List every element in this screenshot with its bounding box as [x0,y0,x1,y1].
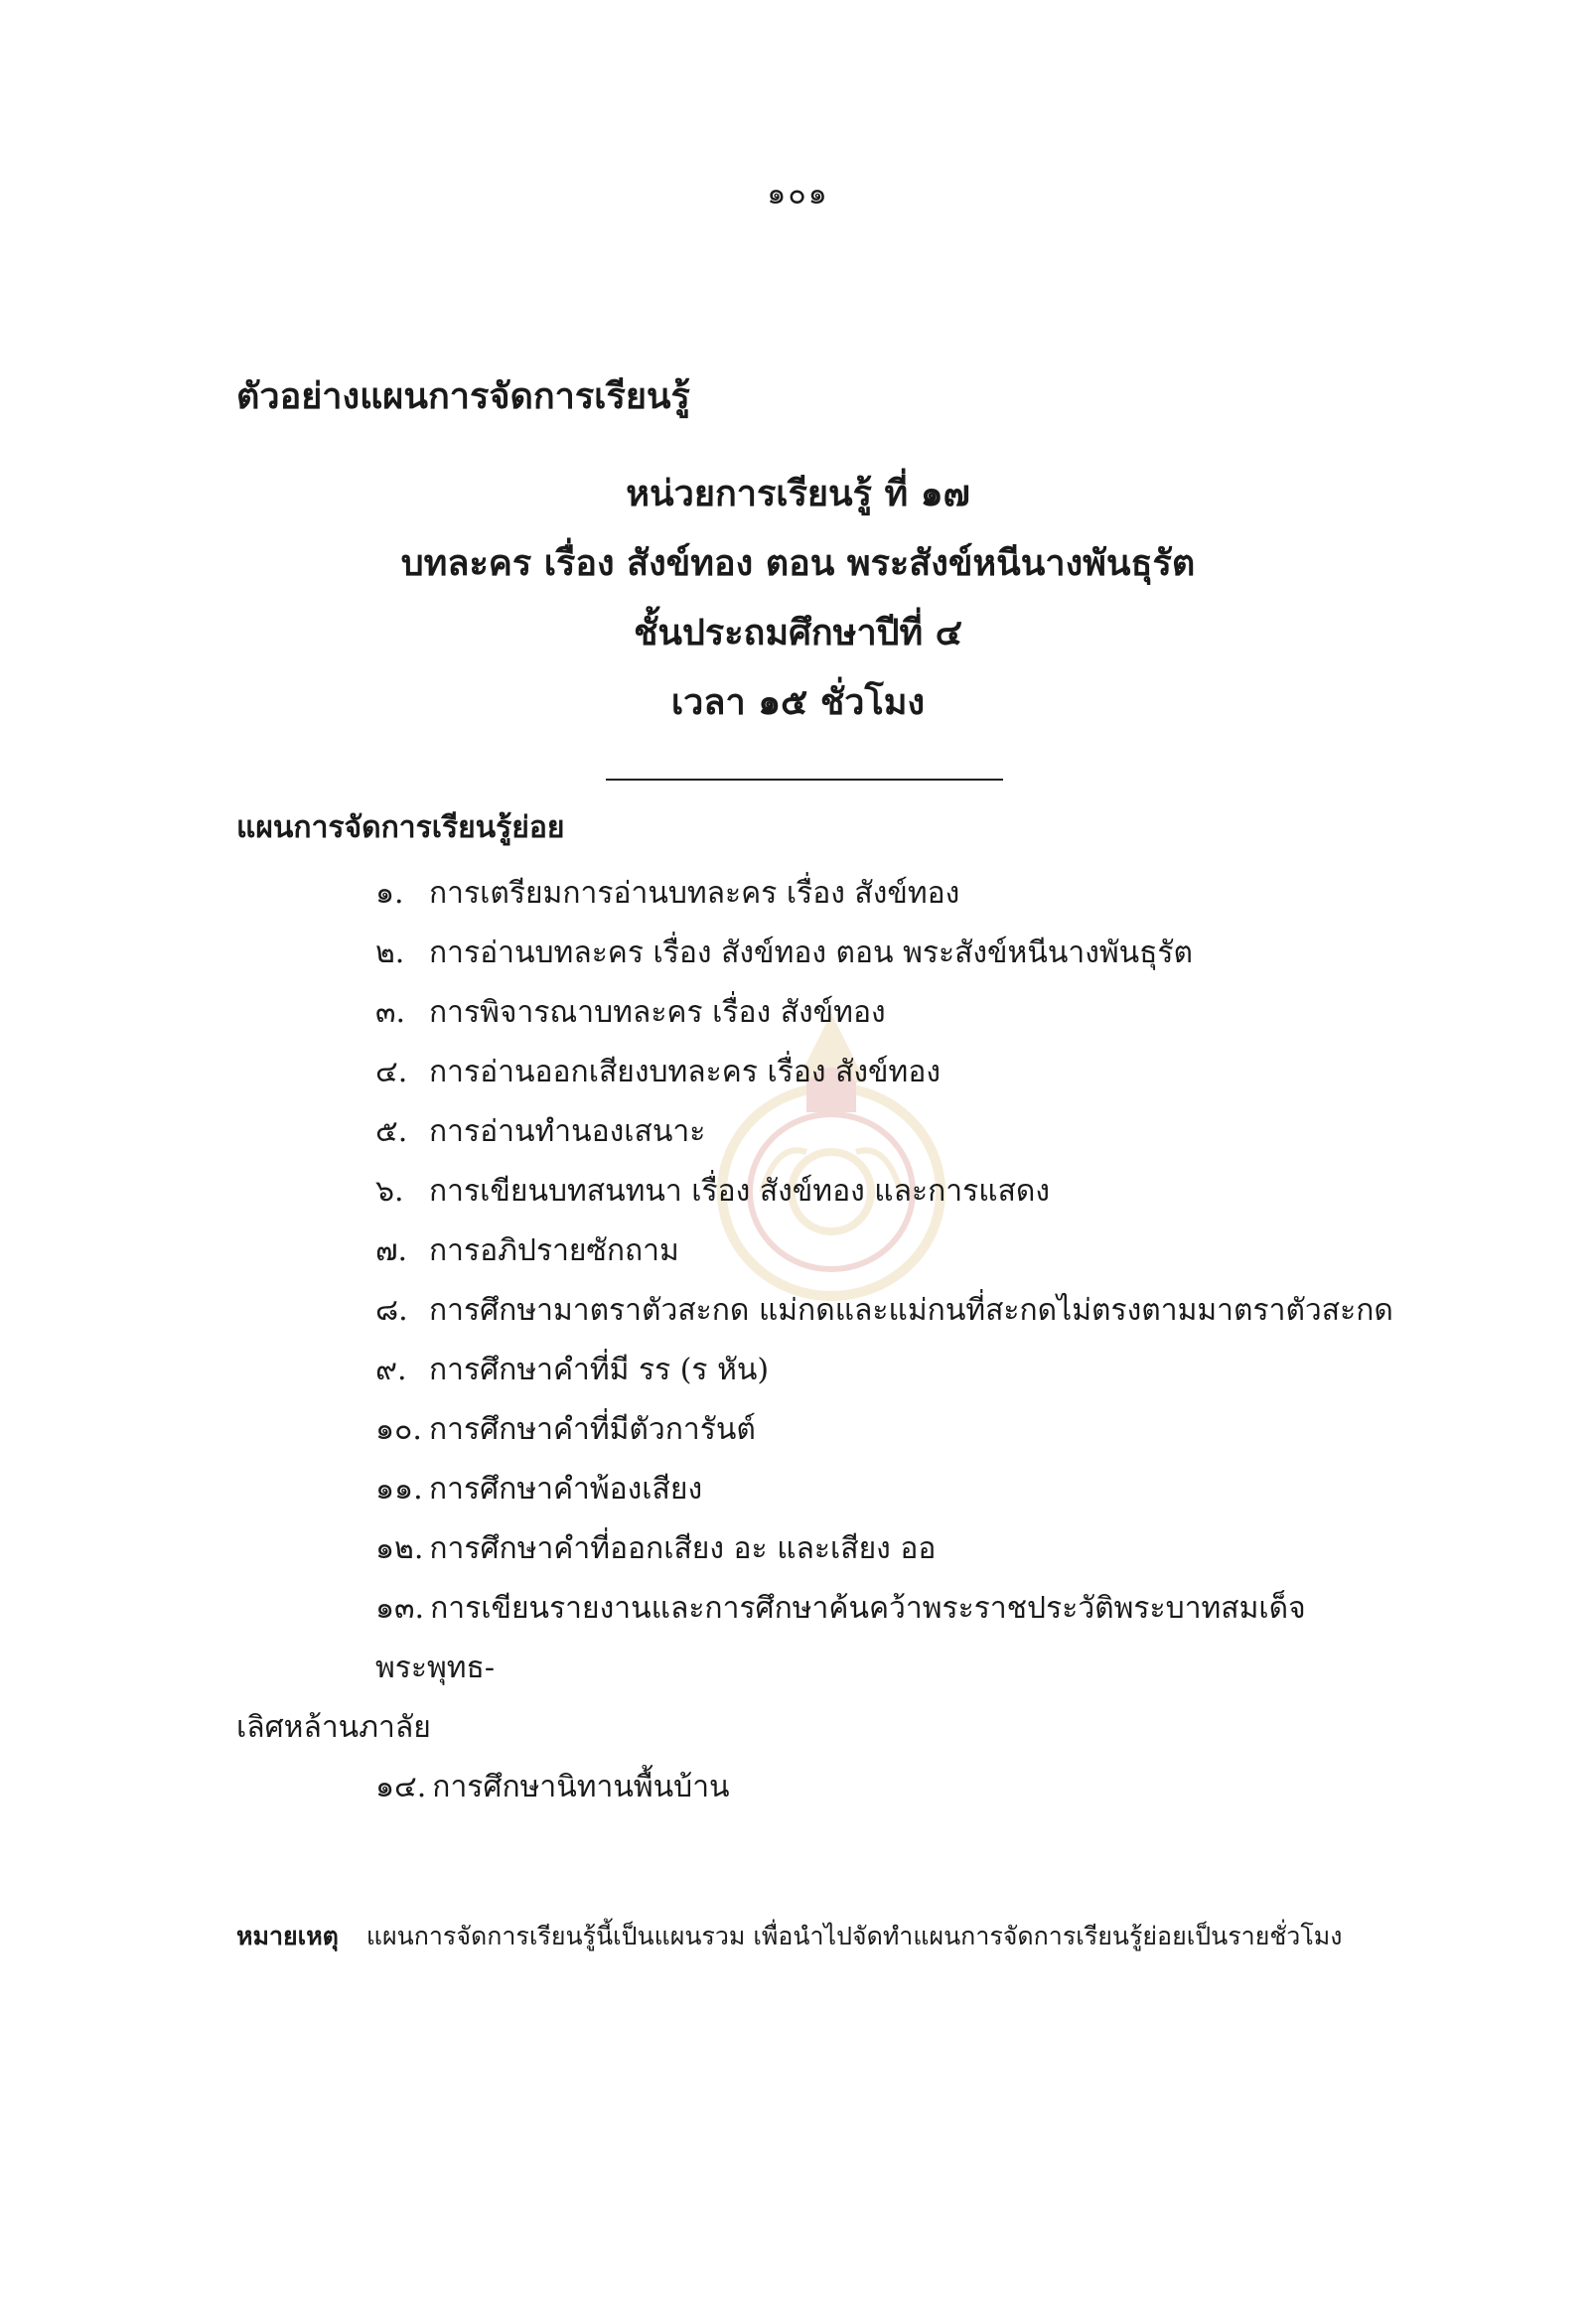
list-item [236,1460,1369,1519]
divider-line [606,779,1003,781]
list-item-number: ๗. [375,1233,408,1268]
list-item-number: ๑๓. [375,1591,425,1626]
list-item [236,1579,1369,1758]
list-item-text: การอ่านออกเสียงบทละคร เรื่อง สังข์ทอง [429,1055,941,1089]
list-item-text: การศึกษาคำที่ออกเสียง อะ และเสียง ออ [429,1531,937,1566]
list-item-text: การศึกษามาตราตัวสะกด แม่กดและแม่กนที่สะกดไม่ตรงตามมาตราตัวสะกด [429,1293,1393,1328]
list-item [236,1102,1369,1162]
sub-plans-heading: แผนการจัดการเรียนรู้ย่อย [236,810,565,845]
list-item-text: การศึกษาคำพ้องเสียง [429,1472,703,1507]
list-item [236,864,1369,924]
list-item-number: ๑. [375,876,404,911]
unit-number: หน่วยการเรียนรู้ ที่ ๑๗ [626,473,970,514]
list-item-text: การเตรียมการอ่านบทละคร เรื่อง สังข์ทอง [429,876,960,911]
list-item-text: การศึกษาคำที่มีตัวการันต์ [429,1412,756,1447]
list-item-number: ๑๒. [375,1531,424,1566]
sub-plan-list [236,864,1393,1817]
list-item-text: การอ่านบทละคร เรื่อง สังข์ทอง ตอน พระสังข์หนีนางพันธุรัต [429,936,1194,970]
unit-duration: เวลา ๑๕ ชั่วโมง [670,681,926,723]
list-item [236,1341,1369,1400]
unit-topic: บทละคร เรื่อง สังข์ทอง ตอน พระสังข์หนีนางพันธุรัต [400,542,1196,584]
list-item [236,1758,1369,1817]
list-item-text: การศึกษาคำที่มี รร (ร หัน) [429,1353,770,1387]
document-heading: ตัวอย่างแผนการจัดการเรียนรู้ [236,375,690,417]
list-item-text: การอ่านทำนองเสนาะ [429,1114,706,1149]
list-item-text: การอภิปรายซักถาม [429,1233,679,1268]
list-item [236,1400,1369,1460]
list-item-text: การศึกษานิทานพื้นบ้าน [432,1770,730,1804]
list-item [236,1043,1369,1102]
list-item-number: ๑๔. [375,1770,427,1804]
list-item-text: การเขียนรายงานและการศึกษาค้นคว้าพระราชประวัติพระบาทสมเด็จพระพุทธ- [375,1591,1306,1685]
footnote-label: หมายเหตุ [236,1922,339,1950]
unit-title-block [0,459,1596,737]
list-item-number: ๒. [375,936,405,970]
list-item-number: ๕. [375,1114,408,1149]
list-item-number: ๖. [375,1174,404,1209]
list-item [236,983,1369,1043]
list-item [236,1281,1393,1341]
list-item-number: ๔. [375,1055,408,1089]
footnote [236,1917,1388,1956]
list-item-text: การเขียนบทสนทนา เรื่อง สังข์ทอง และการแสดง [429,1174,1051,1209]
list-item [236,1162,1369,1222]
page-number: ๑๐๑ [767,177,829,212]
list-item-number: ๙. [375,1353,407,1387]
list-item [236,1519,1369,1579]
unit-grade: ชั้นประถมศึกษาปีที่ ๔ [633,612,963,653]
list-item-text: การพิจารณาบทละคร เรื่อง สังข์ทอง [429,995,886,1030]
list-item-number: ๑๐. [375,1412,422,1447]
list-item [236,1222,1369,1281]
list-item-number: ๓. [375,995,406,1030]
list-item-number: ๑๑. [375,1472,423,1507]
list-item-continuation: เลิศหล้านภาลัย [236,1710,431,1745]
list-item-number: ๘. [375,1293,408,1328]
list-item [236,924,1369,983]
footnote-text: แผนการจัดการเรียนรู้นี้เป็นแผนรวม เพื่อนำไปจัดทำแผนการจัดการเรียนรู้ย่อยเป็นรายชั่วโมง [365,1922,1343,1950]
